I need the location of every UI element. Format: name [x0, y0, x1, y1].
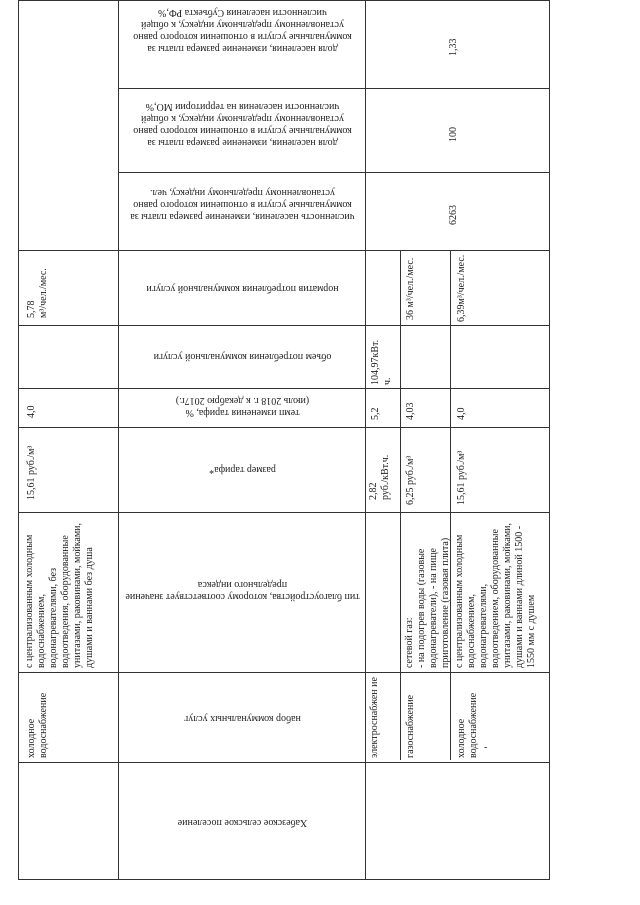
gas-growth: 4,03 [405, 402, 416, 420]
row-line-4 [18, 325, 550, 326]
label-improvement: тип благоустройства, которому соответствует значение предельного индекса [125, 579, 360, 602]
row-line-8 [18, 672, 550, 673]
row-line-9 [18, 762, 550, 763]
electric-service: электроснабжен ие [369, 677, 380, 758]
label-share-subject: доля населения, изменение размера платы за коммунальные услуги в отношении которого равно установленному предельному индексу, к общей численности населения Субъекта РФ,% [133, 7, 352, 54]
top-improvement: с централизованным холодным водоснабжением, водонагревателями, без водоотведения, оборудованные унитазами, раковинами, мойками, душами и ваннами без душа [24, 522, 95, 668]
label-services: набор коммунальных услуг [184, 713, 301, 724]
water-dash: - [484, 742, 488, 753]
col-line-4 [450, 250, 451, 760]
label-growth: темп изменения тарифа, % (июль 2018 г. к декабрю 2017г.) [175, 395, 310, 418]
gas-tariff: 6,25 руб./м³ [405, 455, 416, 505]
gas-service: газоснабжение [405, 694, 416, 758]
row-line-2 [118, 172, 550, 173]
settlement-name: Хабезское сельское поселение [177, 817, 308, 828]
water-growth: 4,0 [456, 407, 467, 420]
top-tariff: 15,61 руб./м³ [26, 445, 37, 500]
water-norm: 6,39м³/чел./мес. [456, 254, 467, 322]
label-tariff: размер тарифа* [209, 464, 276, 475]
col-line-2 [365, 0, 366, 880]
row-line-6 [18, 427, 550, 428]
electric-tariff: 2,82 руб./кВт.ч. [368, 454, 391, 500]
top-service: холодное водоснабжение [26, 692, 49, 758]
col-line-1 [118, 0, 119, 880]
water-improvement: с централизованным холодным водоснабжением, водонагревателями, водоотведением, оборудованные унитазами, раковинами, мойками, душами и ваннами длиной 1500 - 1550 мм с душем [454, 522, 537, 668]
water-service: холодное водоснабжение [456, 692, 479, 758]
value-share-mo: 100 [448, 127, 459, 142]
row-line-7 [18, 512, 550, 513]
electric-volume: 104,97кВт. ч. [370, 339, 393, 385]
col-line-3 [400, 250, 401, 760]
label-share-mo: доля населения, изменение размера платы за коммунальные услуги в отношении которого равно установленному предельному индексу, к общей численности населения на территории МО,% [133, 101, 352, 148]
gas-improvement: сетевой газ: - на подогрев воды (газовые водонагреватели), - на пище приготовление (газовая плита) [404, 537, 451, 668]
row-line-5 [18, 388, 550, 389]
value-population: 6263 [448, 205, 459, 225]
value-share-subject: 1,33 [448, 38, 459, 56]
top-growth: 4,0 [26, 405, 37, 418]
row-line-1 [118, 88, 550, 89]
electric-growth: 5,2 [370, 407, 381, 420]
label-population: численность населения, изменение размера платы за коммунальные услуги в отношении которого равно установленному предельному индексу, чел. [130, 187, 355, 222]
gas-norm: 36 м³/чел./мес. [405, 257, 416, 320]
top-norm: 5,78 м³/чел./мес. [26, 268, 49, 318]
label-norm: норматив потребления коммунальной услуги [146, 283, 339, 294]
row-line-3 [18, 250, 550, 251]
label-volume: объем потребления коммунальной услуги [153, 351, 332, 362]
water-tariff: 15,61 руб./м³ [456, 450, 467, 505]
